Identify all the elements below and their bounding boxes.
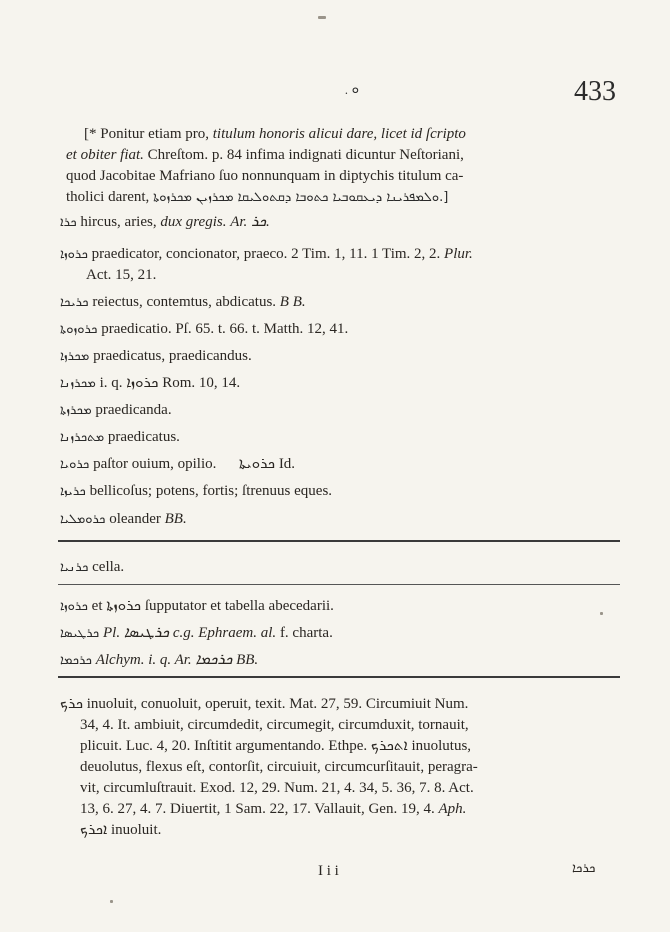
section-rule [58, 676, 620, 678]
catchword: ܟܪܟܐ [572, 861, 596, 876]
note-line-4: tholici darent, ܘܠܡܦܪܝܢܐ ܕܝܥܩܘܒܝܐ ܟܬܘܒܐ ܕܩܬܘܠܝܩܐ ܡܟܪܙܝܢ ܡܟܪܙܘܬܐ.] [66, 189, 449, 205]
entry-kariza: ܟܪܝܙܐ bellicoſus; potens, fortis; ſtrenuus eques. [60, 483, 333, 499]
entry-karoya: ܟܪܘܝܐ paſtor ouium, opilio. ܟܪܘܝܬܐ Id. [60, 456, 296, 472]
note-line-1: [* Ponitur etiam pro, titulum honoris alicui dare, licet id ſcripto [84, 126, 466, 142]
entry-karoza: ܟܪܘܙܐ praedicator, concionator, praeco. 2 Tim. 1, 11. 1 Tim. 2, 2. Plur. [60, 246, 473, 262]
entry-kara: ܟܪܐ hircus, aries, dux gregis. Ar. ܟܪ. [60, 214, 270, 230]
entry-kartisa: ܟܪܛܝܣܐ Pl. ܟܪܛܝܣܐ c.g. Ephraem. al. f. charta. [60, 625, 333, 641]
signature-mark: I i i [318, 863, 339, 879]
note-line-3: quod Jacobitae Mafriano ſuo nonnunquam in diptychis titulum ca- [66, 168, 464, 184]
header-mark: ܘ ܂ [345, 82, 359, 97]
paper-speck [318, 16, 326, 19]
verb-line-1: ܟܪܟ inuoluit, conuoluit, operuit, texit. Mat. 27, 59. Circumiuit Num. [60, 696, 469, 712]
entry-makrazta: ܡܟܪܙܬܐ praedicanda. [60, 402, 172, 418]
entry-makraza: ܡܟܪܙܐ praedicatus, praedicandus. [60, 348, 252, 364]
note-line-2: et obiter fiat. Chreſtom. p. 84 infima indignati dicuntur Neſtoriani, [66, 147, 464, 163]
entry-karoza-abacus: ܟܪܘܙܐ et ܟܪܘܙܬܐ ſupputator et tabella abecedarii. [60, 598, 334, 614]
verb-line-7: ܐܟܪܟ inuoluit. [80, 822, 162, 838]
verb-line-4: deuolutus, flexus eſt, contorſit, circuiuit, circumcurſitauit, peragra- [80, 759, 478, 775]
entry-karoza-cont: Act. 15, 21. [86, 267, 157, 283]
section-rule [58, 540, 620, 542]
paper-speck [110, 900, 113, 903]
verb-line-5: vit, circumluſtrauit. Exod. 12, 29. Num. 21, 4. 34, 5. 36, 7. 8. Act. [80, 780, 474, 796]
verb-line-2: 34, 4. It. ambiuit, circumdedit, circumegit, circumduxit, tornauit, [80, 717, 469, 733]
entry-metkrazana: ܡܬܟܪܙܢܐ praedicatus. [60, 429, 180, 445]
page-number: 433 [574, 76, 616, 107]
footnote-block [60, 124, 625, 208]
verb-line-3: plicuit. Luc. 4, 20. Inſtitit argumentando. Ethpe. ܐܬܟܪܟ inuolutus, [80, 738, 472, 754]
entry-karkma: ܟܪܟܡܐ Alchym. i. q. Ar. ܟܪܟܡܐ BB. [60, 652, 259, 668]
paper-speck [600, 612, 603, 615]
entry-karnaya: ܟܪܢܝܐ cella. [60, 559, 125, 575]
verb-line-6: 13, 6. 27, 4. 7. Diuertit, 1 Sam. 22, 17. Vallauit, Gen. 19, 4. Aph. [80, 801, 467, 817]
entry-karomalia: ܟܪܘܡܠܝܐ oleander BB. [60, 511, 187, 527]
entry-makrazana: ܡܟܪܙܢܐ i. q. ܟܪܘܙܐ Rom. 10, 14. [60, 375, 241, 391]
entry-karika: ܟܪܝܟܐ reiectus, contemtus, abdicatus. B B. [60, 294, 306, 310]
page-header [0, 76, 670, 116]
entry-karak-verb [60, 694, 625, 841]
section-rule [58, 584, 620, 585]
entry-karozuta: ܟܪܘܙܘܬܐ praedicatio. Pſ. 65. t. 66. t. Matth. 12, 41. [60, 321, 349, 337]
